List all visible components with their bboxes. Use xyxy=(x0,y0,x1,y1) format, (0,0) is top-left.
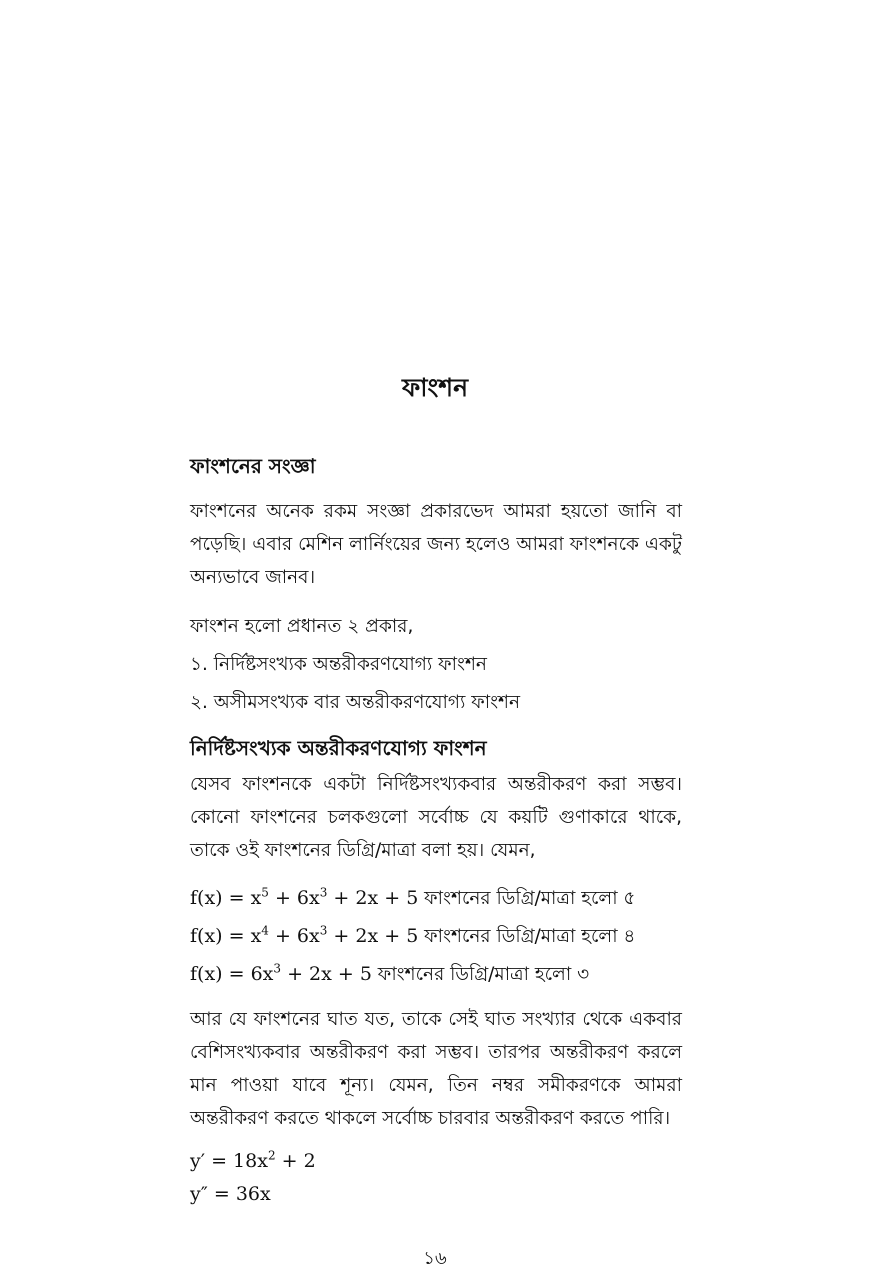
derivative-1: $y' = 18x^2 + 2$ xyxy=(190,1148,316,1172)
derivative-2: y″ = 36x xyxy=(190,1183,271,1205)
differentiation-paragraph: আর যে ফাংশনের ঘাত যত, তাকে সেই ঘাত সংখ্যার থেকে একবার বেশিসংখ্যকবার অন্তরীকরণ করা সম্ভব। তারপর অন্তরীকরণ করলে মান পাওয়া যাবে শূন্য। যেমন, তিন নম্বর সমীকরণকে আমরা অন্তরীকরণ করতে থাকলে সর্বোচ্চ চারবার অন্তরীকরণ করতে পারি। xyxy=(190,1009,682,1129)
definition-paragraph: ফাংশনের অনেক রকম সংজ্ঞা প্রকারভেদ আমরা হয়তো জানি বা পড়েছি। এবার মেশিন লার্নিংয়ের জন্য হলেও আমরা ফাংশনকে একটু অন্যভাবে জানব। xyxy=(190,501,682,588)
equation-3-math: $f(x) = 6x^3 + 2x + 5$ xyxy=(190,961,372,985)
page-number: ১৬ xyxy=(423,1248,447,1269)
section-heading-definition: ফাংশনের সংজ্ঞা xyxy=(190,454,316,478)
equation-3-text: ফাংশনের ডিগ্রি/মাত্রা হলো ৩ xyxy=(371,964,590,985)
equation-1 xyxy=(190,884,635,915)
equation-3 xyxy=(190,960,589,991)
chapter-title: ফাংশন xyxy=(402,373,468,402)
equation-2 xyxy=(190,922,635,953)
equation-1-math: $f(x) = x^5 + 6x^3 + 2x + 5$ xyxy=(190,885,419,909)
finite-paragraph: যেসব ফাংশনকে একটা নির্দিষ্টসংখ্যকবার অন্তরীকরণ করা সম্ভব। কোনো ফাংশনের চলকগুলো সর্বোচ্চ যে কয়টি গুণাকারে থাকে, তাকে ওই ফাংশনের ডিগ্রি/মাত্রা বলা হয়। যেমন, xyxy=(190,774,682,861)
types-intro: ফাংশন হলো প্রধানত ২ প্রকার, xyxy=(190,616,414,637)
equation-1-text: ফাংশনের ডিগ্রি/মাত্রা হলো ৫ xyxy=(418,888,636,909)
type-item-2: ২. অসীমসংখ্যক বার অন্তরীকরণযোগ্য ফাংশন xyxy=(190,692,521,713)
equation-2-math: $f(x) = x^4 + 6x^3 + 2x + 5$ xyxy=(190,923,419,947)
section-heading-finite: নির্দিষ্টসংখ্যক অন্তরীকরণযোগ্য ফাংশন xyxy=(190,736,487,760)
equation-2-text: ফাংশনের ডিগ্রি/মাত্রা হলো ৪ xyxy=(418,926,636,947)
type-item-1: ১. নির্দিষ্টসংখ্যক অন্তরীকরণযোগ্য ফাংশন xyxy=(190,654,487,675)
